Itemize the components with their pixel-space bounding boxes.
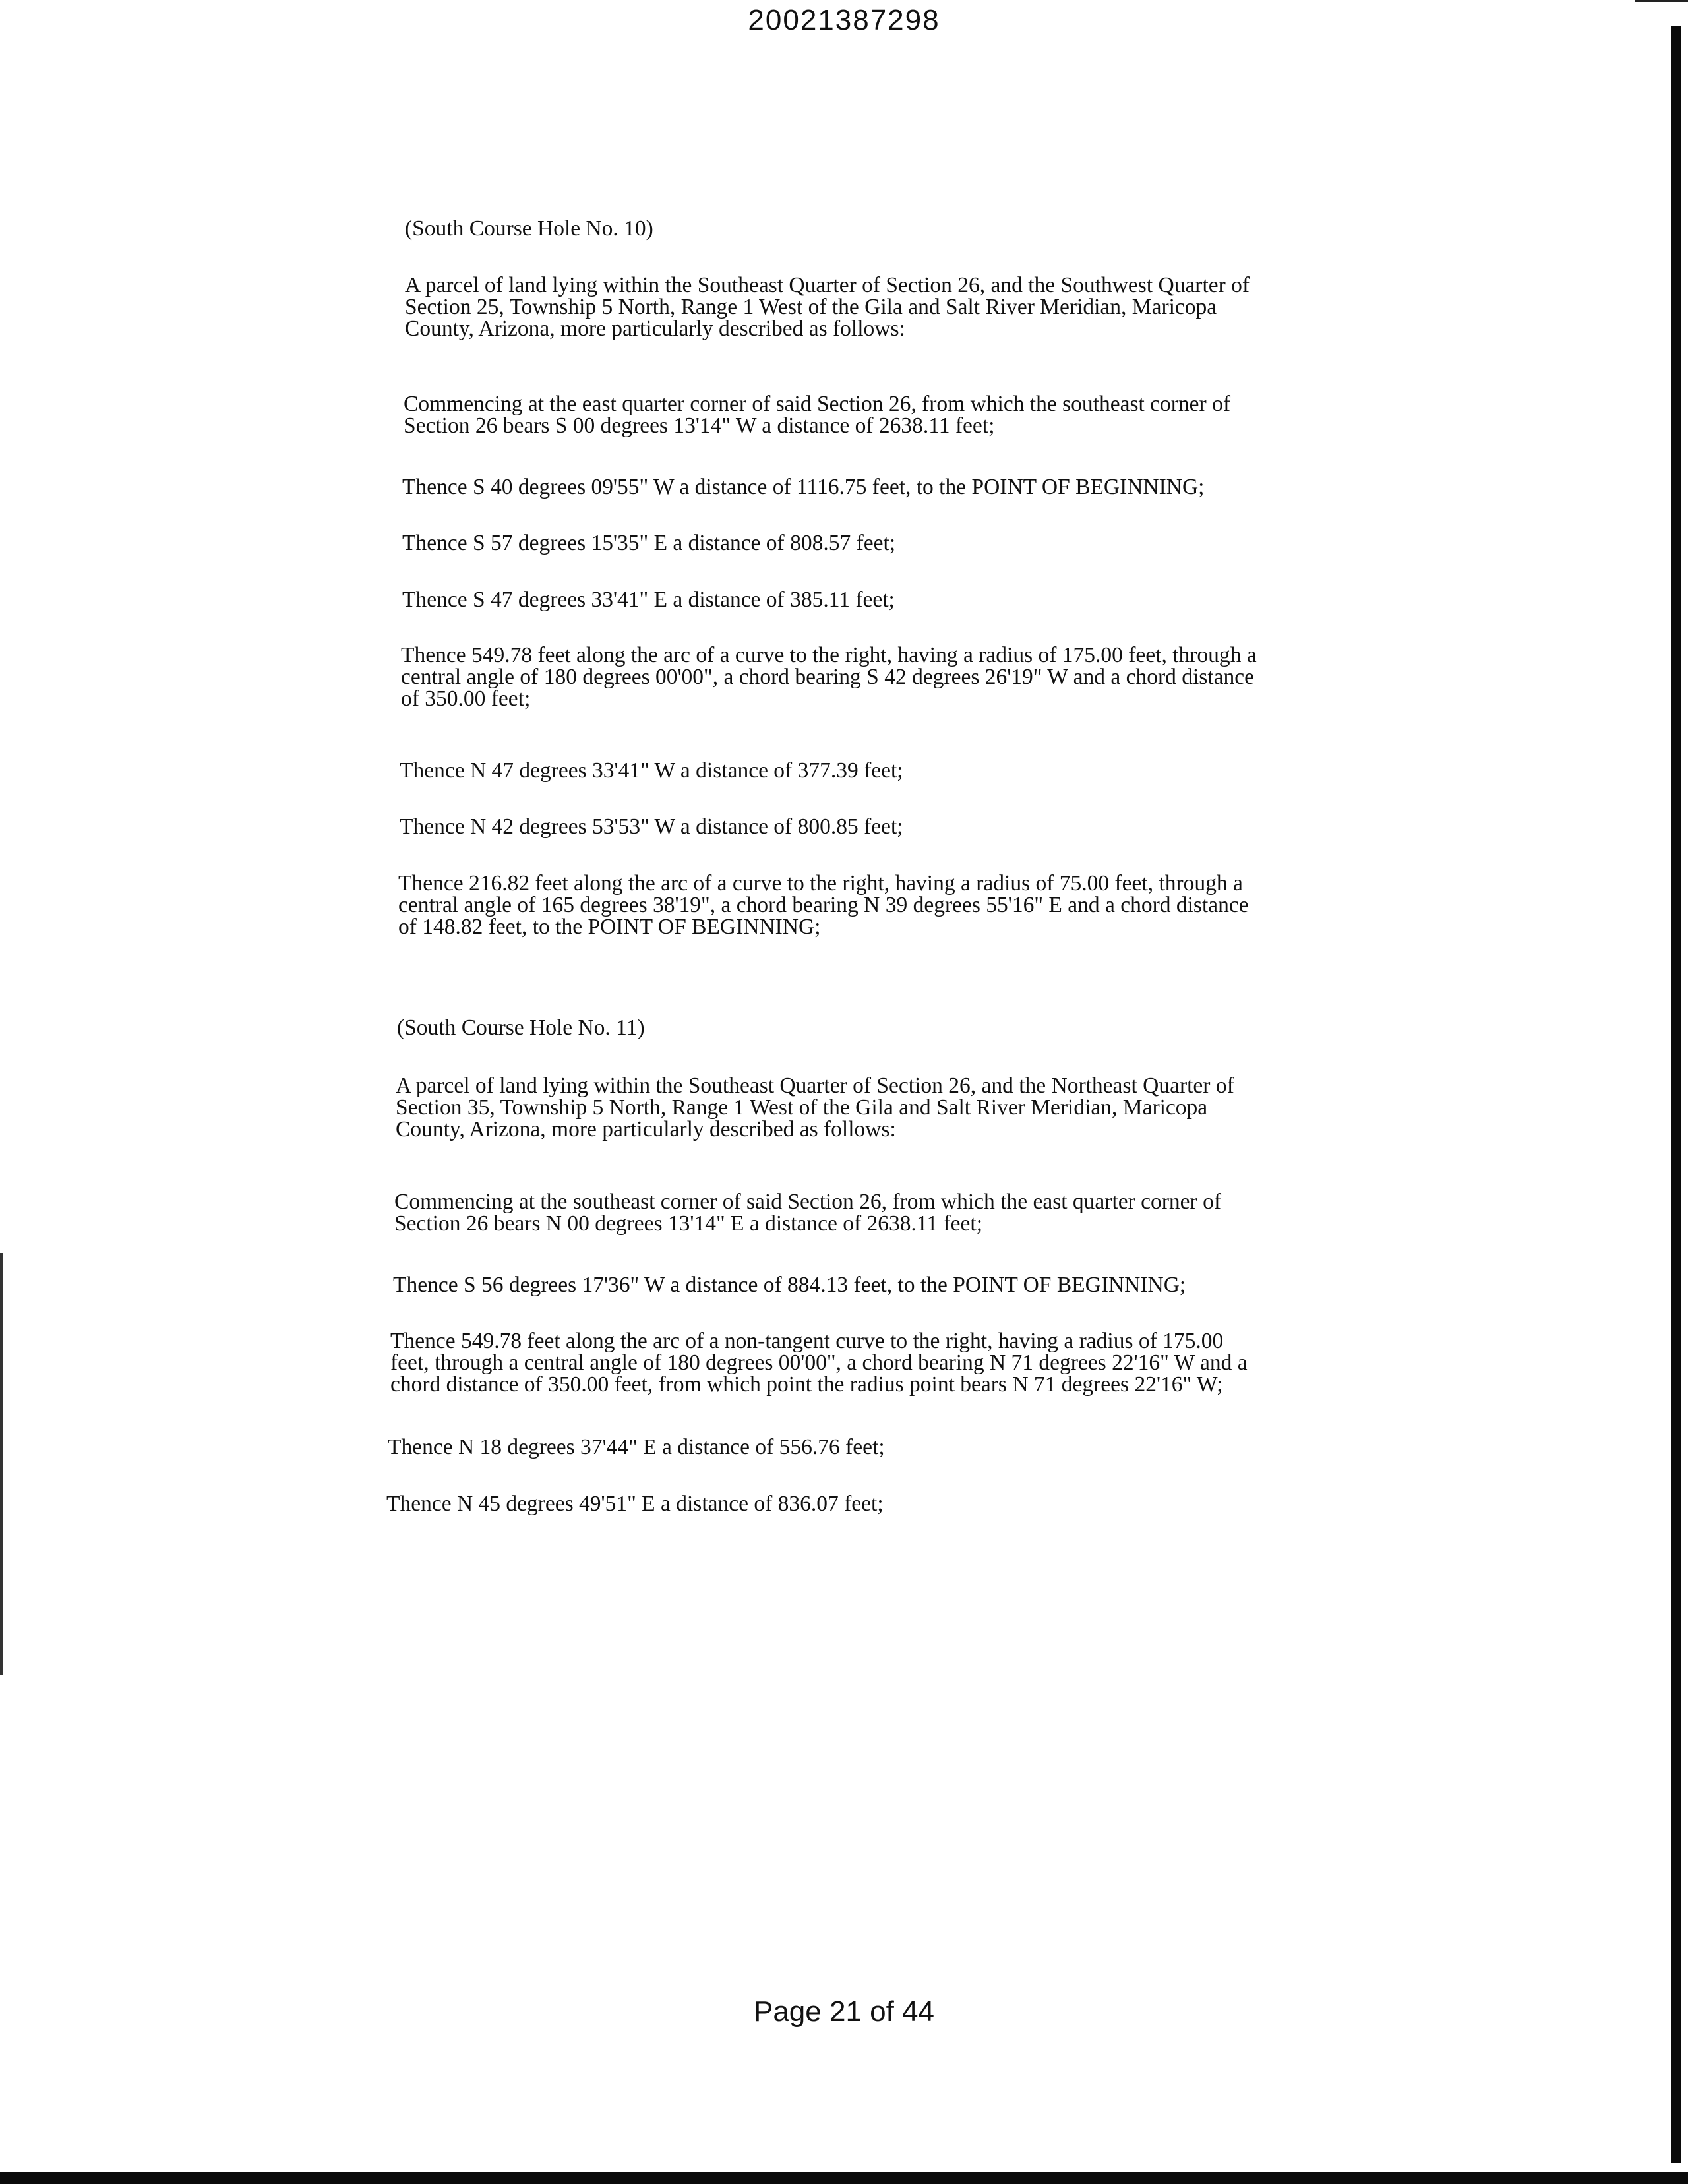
text-line: Section 25, Township 5 North, Range 1 West of the Gila and Salt River Meridian, Maricopa [405,295,1217,319]
text-line: Thence N 18 degrees 37'44" E a distance of 556.76 feet; [388,1435,885,1459]
text-line: chord distance of 350.00 feet, from which point the radius point bears N 71 degrees 22'16" W; [390,1372,1223,1397]
paragraph-thence [400,816,903,837]
text-line: Thence S 56 degrees 17'36" W a distance of 884.13 feet, to the POINT OF BEGINNING; [393,1273,1186,1297]
text-line: Thence N 45 degrees 49'51" E a distance of 836.07 feet; [386,1492,884,1516]
paragraph-arc [401,644,1257,710]
text-line: Commencing at the southeast corner of said Section 26, from which the east quarter corner of [394,1190,1221,1214]
text-line: County, Arizona, more particularly described as follows: [405,317,905,341]
text-line: Thence 549.78 feet along the arc of a non-tangent curve to the right, having a radius of 175.00 [390,1329,1224,1353]
paragraph-thence [400,760,903,781]
text-line: Thence N 47 degrees 33'41" W a distance of 377.39 feet; [400,758,903,783]
text-line: Thence S 47 degrees 33'41" E a distance of 385.11 feet; [402,588,895,612]
section-title-hole-11 [397,1017,645,1039]
document-number: 20021387298 [748,4,940,36]
paragraph-parcel-description [396,1075,1234,1140]
paragraph-commencing [394,1191,1221,1234]
text-line: of 350.00 feet; [401,686,531,711]
text-line: A parcel of land lying within the Southeast Quarter of Section 26, and the Southwest Quarter of [405,273,1250,297]
section-title-hole-10 [405,218,653,239]
text-line: Commencing at the east quarter corner of said Section 26, from which the southeast corner of [404,392,1230,416]
paragraph-arc [390,1330,1248,1395]
text-line: central angle of 180 degrees 00'00", a chord bearing S 42 degrees 26'19" W and a chord distance [401,665,1255,689]
text-line: feet, through a central angle of 180 degrees 00'00", a chord bearing N 71 degrees 22'16" W and a [390,1350,1248,1375]
paragraph-parcel-description [405,274,1250,340]
paragraph-commencing [404,393,1230,437]
text-line: Thence N 42 degrees 53'53" W a distance of 800.85 feet; [400,814,903,839]
text-line: Thence 216.82 feet along the arc of a curve to the right, having a radius of 75.00 feet, through a [398,871,1243,895]
text-line: County, Arizona, more particularly described as follows: [396,1117,896,1141]
section-title: (South Course Hole No. 10) [405,216,653,241]
text-line: Section 35, Township 5 North, Range 1 West of the Gila and Salt River Meridian, Maricopa [396,1095,1208,1120]
paragraph-thence [402,532,895,554]
text-line: Thence S 57 degrees 15'35" E a distance of 808.57 feet; [402,531,896,555]
text-line: Thence S 40 degrees 09'55" W a distance of 1116.75 feet, to the POINT OF BEGINNING; [402,475,1205,499]
text-line: Section 26 bears N 00 degrees 13'14" E a distance of 2638.11 feet; [394,1211,983,1236]
text-line: of 148.82 feet, to the POINT OF BEGINNING; [398,915,821,939]
text-line: A parcel of land lying within the Southeast Quarter of Section 26, and the Northeast Quarter of [396,1074,1234,1098]
paragraph-arc [398,872,1249,938]
paragraph-thence [402,476,1204,498]
paragraph-thence [386,1493,884,1515]
page-number: Page 21 of 44 [753,1995,934,2028]
text-line: Thence 549.78 feet along the arc of a curve to the right, having a radius of 175.00 feet, through a [401,643,1257,667]
text-line: central angle of 165 degrees 38'19", a chord bearing N 39 degrees 55'16" E and a chord distance [398,893,1249,917]
section-title: (South Course Hole No. 11) [397,1016,645,1040]
paragraph-thence [388,1436,885,1458]
paragraph-thence [402,589,895,611]
paragraph-thence [393,1274,1186,1296]
text-line: Section 26 bears S 00 degrees 13'14" W a distance of 2638.11 feet; [404,413,995,438]
